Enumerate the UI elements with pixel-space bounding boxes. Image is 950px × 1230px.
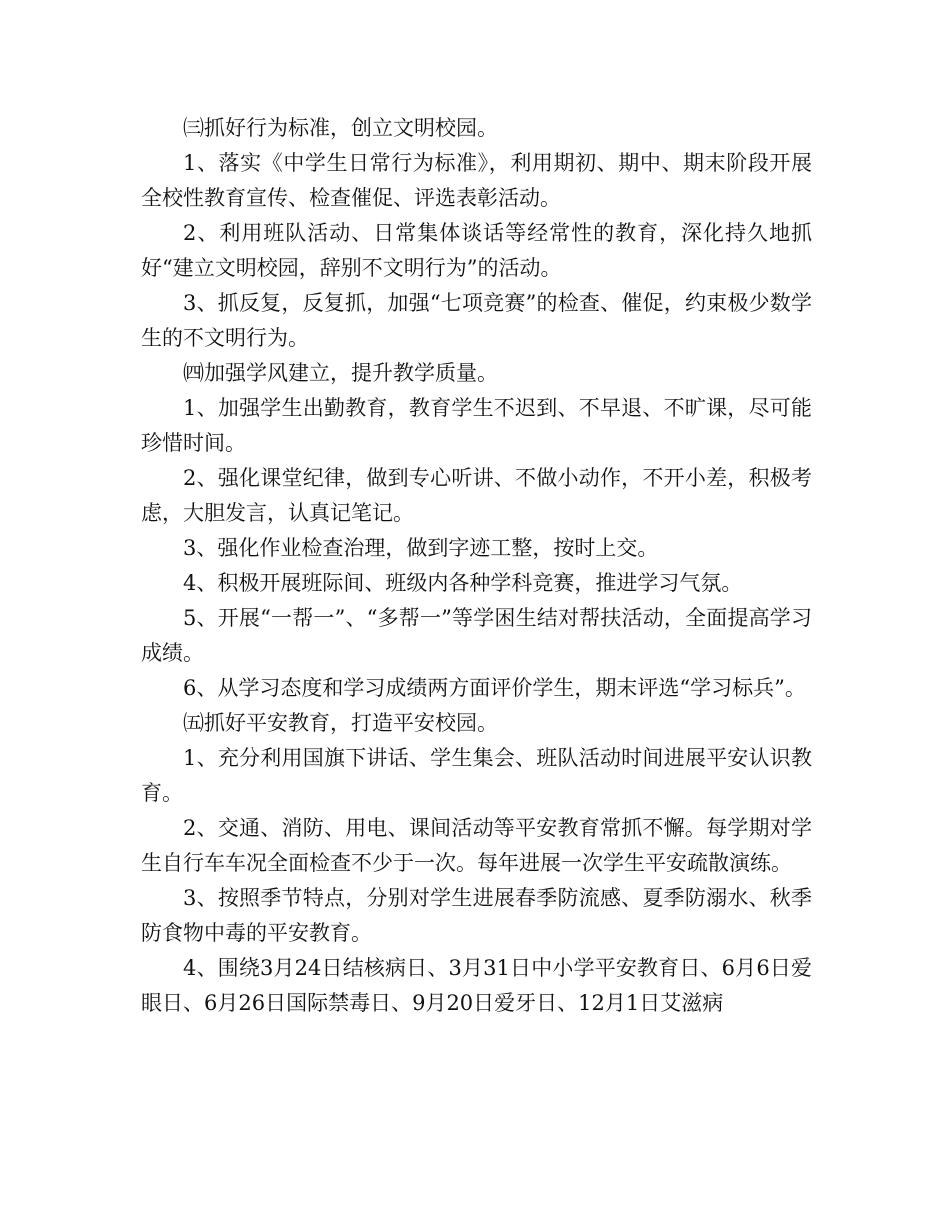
paragraph: 2、强化课堂纪律，做到专心听讲、不做小动作，不开小差，积极考虑，大胆发言，认真记笔记。 [141,466,812,525]
paragraph: 5、开展“一帮一”、“多帮一”等学困生结对帮扶活动，全面提高学习成绩。 [141,606,812,665]
paragraph: 2、交通、消防、用电、课间活动等平安教育常抓不懈。每学期对学生自行车车况全面检查不少于一次。每年进展一次学生平安疏散演练。 [141,816,812,875]
paragraph: 6、从学习态度和学习成绩两方面评价学生，期末评选“学习标兵”。 [183,676,806,700]
paragraph: 4、积极开展班际间、班级内各种学科竞赛，推进学习气氛。 [183,571,743,595]
paragraph: 1、充分利用国旗下讲话、学生集会、班队活动时间进展平安认识教育。 [141,746,812,805]
paragraph: 3、抓反复，反复抓，加强“七项竞赛”的检查、催促，约束极少数学生的不文明行为。 [141,291,812,350]
paragraph: 1、落实《中学生日常行为标准》，利用期初、期中、期末阶段开展全校性教育宣传、检查催促、评选表彰活动。 [141,151,812,210]
paragraph: 4、围绕3月24日结核病日、3月31日中小学平安教育日、6月6日爱眼日、6月26日国际禁毒日、9月20日爱牙日、12月1日艾滋病 [141,956,812,1015]
section-heading-4: ㈣加强学风建立，提升教学质量。 [183,361,498,385]
section-heading-5: ㈤抓好平安教育，打造平安校园。 [183,711,498,735]
paragraph: 2、利用班队活动、日常集体谈话等经常性的教育，深化持久地抓好“建立文明校园，辞别不文明行为”的活动。 [141,221,812,280]
paragraph: 3、按照季节特点，分别对学生进展春季防流感、夏季防溺水、秋季防食物中毒的平安教育。 [141,886,812,945]
section-heading-3: ㈢抓好行为标准，创立文明校园。 [183,116,498,140]
paragraph: 3、强化作业检查治理，做到字迹工整，按时上交。 [183,536,659,560]
paragraph: 1、加强学生出勤教育，教育学生不迟到、不早退、不旷课，尽可能珍惜时间。 [141,396,812,455]
